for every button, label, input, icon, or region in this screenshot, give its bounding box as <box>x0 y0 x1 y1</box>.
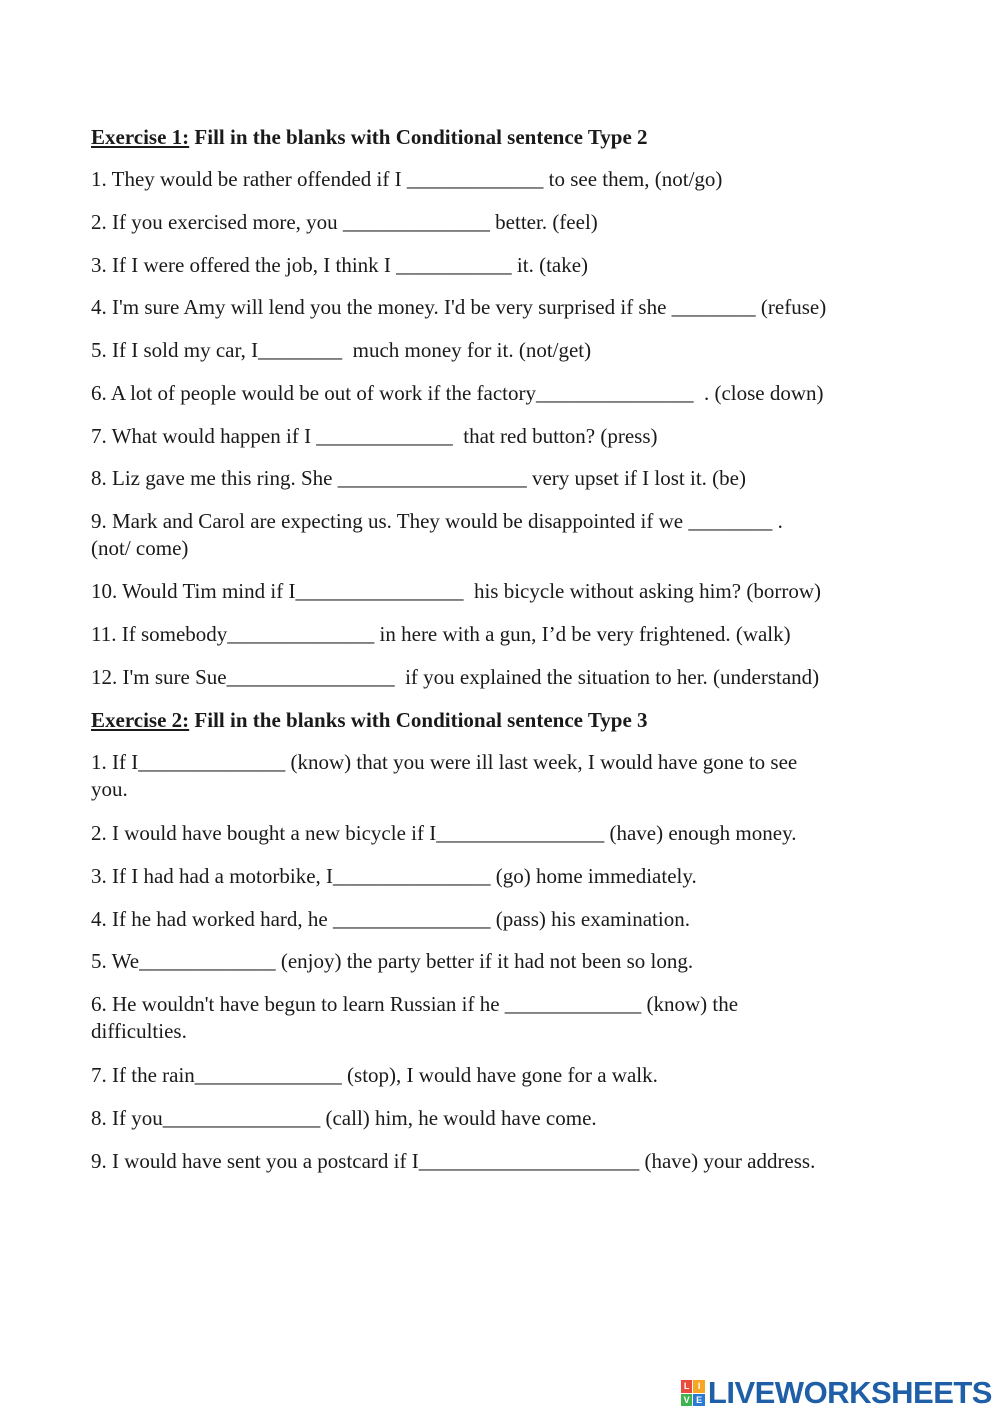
item-text: 7. If the rain______________ (stop), I would have gone for a walk. <box>91 1063 658 1087</box>
item-text: 12. I'm sure Sue________________ if you explained the situation to her. (understand) <box>91 665 820 689</box>
item-text: 6. A lot of people would be out of work if the factory_______________ . (close down) <box>91 381 824 405</box>
exercise-1-title: Fill in the blanks with Conditional sentence Type 2 <box>189 125 648 149</box>
liveworksheets-logo-icon <box>681 1380 705 1406</box>
item-text: 3. If I had had a motorbike, I_______________ (go) home immediately. <box>91 864 697 888</box>
exercise-1-item-12 <box>91 664 921 691</box>
item-text: 4. I'm sure Amy will lend you the money. I'd be very surprised if she ________ (refuse) <box>91 295 827 319</box>
item-text-continued: you. <box>91 777 128 801</box>
logo-letter: I <box>693 1380 705 1393</box>
item-text: 9. I would have sent you a postcard if I_____________________ (have) your address. <box>91 1149 816 1173</box>
item-text: 8. If you_______________ (call) him, he would have come. <box>91 1106 597 1130</box>
item-text-continued: (not/ come) <box>91 536 189 560</box>
exercise-2-item-7 <box>91 1062 921 1089</box>
exercise-2-item-5 <box>91 948 921 975</box>
exercise-1-item-9 <box>91 508 921 562</box>
exercise-1-item-7 <box>91 423 921 450</box>
item-text: 4. If he had worked hard, he _______________ (pass) his examination. <box>91 907 690 931</box>
item-text: 10. Would Tim mind if I________________ his bicycle without asking him? (borrow) <box>91 579 821 603</box>
item-text: 1. They would be rather offended if I _____________ to see them, (not/go) <box>91 167 723 191</box>
exercise-2-item-1 <box>91 749 921 803</box>
exercise-1-label: Exercise 1: <box>91 125 190 149</box>
exercise-1-item-5 <box>91 337 921 364</box>
item-text: 5. We_____________ (enjoy) the party better if it had not been so long. <box>91 949 694 973</box>
exercise-2-item-2 <box>91 820 921 847</box>
item-text: 8. Liz gave me this ring. She __________________ very upset if I lost it. (be) <box>91 466 746 490</box>
exercise-1-item-11 <box>91 621 921 648</box>
exercise-1-heading <box>91 124 648 150</box>
item-text: 3. If I were offered the job, I think I ___________ it. (take) <box>91 253 589 277</box>
exercise-2-item-4 <box>91 906 921 933</box>
item-text: 11. If somebody______________ in here with a gun, I’d be very frightened. (walk) <box>91 622 791 646</box>
item-text: 6. He wouldn't have begun to learn Russian if he _____________ (know) the <box>91 992 739 1016</box>
exercise-1-item-2 <box>91 209 921 236</box>
item-text: 2. If you exercised more, you ______________ better. (feel) <box>91 210 598 234</box>
item-text: 7. What would happen if I _____________ that red button? (press) <box>91 424 658 448</box>
exercise-2-title: Fill in the blanks with Conditional sentence Type 3 <box>189 708 648 732</box>
exercise-2-item-3 <box>91 863 921 890</box>
exercise-2-heading <box>91 707 648 733</box>
exercise-1-item-4 <box>91 294 921 321</box>
liveworksheets-logo <box>681 1376 992 1410</box>
item-text: 5. If I sold my car, I________ much money for it. (not/get) <box>91 338 592 362</box>
item-text-continued: difficulties. <box>91 1019 187 1043</box>
logo-letter: E <box>693 1394 705 1407</box>
item-text: 2. I would have bought a new bicycle if I________________ (have) enough money. <box>91 821 797 845</box>
exercise-2-item-8 <box>91 1105 921 1132</box>
exercise-1-item-3 <box>91 252 921 279</box>
logo-letter: V <box>681 1394 693 1407</box>
exercise-1-item-6 <box>91 380 921 407</box>
exercise-1-item-1 <box>91 166 921 193</box>
exercise-2-item-9 <box>91 1148 921 1175</box>
item-text: 1. If I______________ (know) that you were ill last week, I would have gone to see <box>91 750 798 774</box>
exercise-2-label: Exercise 2: <box>91 708 190 732</box>
exercise-2-item-6 <box>91 991 921 1045</box>
item-text: 9. Mark and Carol are expecting us. They would be disappointed if we ________ . <box>91 509 783 533</box>
exercise-1-item-10 <box>91 578 921 605</box>
logo-letter: L <box>681 1380 693 1393</box>
liveworksheets-wordmark: LIVEWORKSHEETS <box>707 1375 992 1410</box>
exercise-1-item-8 <box>91 465 921 492</box>
